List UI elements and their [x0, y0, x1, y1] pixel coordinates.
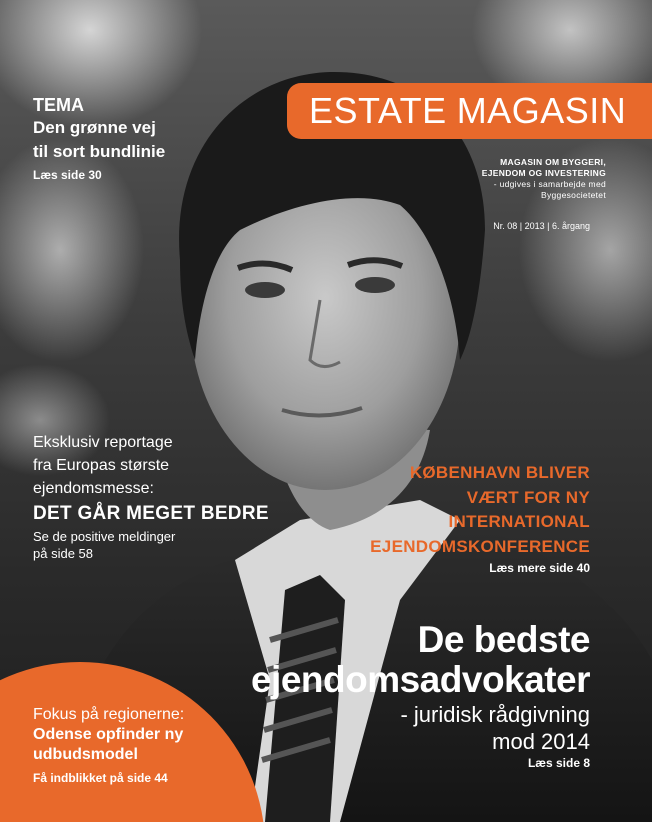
lead-sub-1: - juridisk rådgivning	[400, 702, 590, 727]
lead-story	[251, 620, 590, 770]
exklusiv-sub-1: Se de positive meldinger	[33, 529, 176, 544]
lead-sub-2: mod 2014	[492, 729, 590, 754]
exklusiv-sub-2: på side 58	[33, 546, 93, 561]
kobenhavn-read: Læs mere side 40	[489, 561, 590, 575]
tagline	[482, 157, 606, 201]
exklusiv-line-1: Eksklusiv reportage	[33, 434, 173, 451]
kobenhavn-line-3: INTERNATIONAL	[448, 512, 590, 531]
tema-kicker: TEMA	[33, 95, 84, 115]
lead-headline-2: ejendomsadvokater	[250, 659, 590, 700]
kobenhavn-line-2: VÆRT FOR NY	[466, 487, 590, 507]
kobenhavn-line-4: EJENDOMSKONFERENCE	[370, 536, 590, 556]
tagline-line-3: - udgives i samarbejde med	[493, 179, 606, 189]
fokus-headline-1: Odense opfinder ny	[33, 726, 184, 743]
fokus-read: Få indblikket på side 44	[33, 771, 168, 785]
kobenhavn-teaser	[370, 461, 590, 575]
exklusiv-line-3: ejendomsmesse:	[33, 480, 154, 497]
tema-read: Læs side 30	[33, 168, 102, 182]
exklusiv-teaser	[33, 431, 269, 562]
exklusiv-line-2: fra Europas største	[33, 457, 170, 474]
tema-title-2: til sort bundlinie	[33, 142, 166, 161]
tema-title-1: Den grønne vej	[33, 118, 156, 137]
masthead	[287, 83, 652, 139]
lead-read: Læs side 8	[527, 756, 590, 770]
masthead-magasin: MAGASIN	[456, 90, 627, 131]
masthead-estate: ESTATE	[309, 90, 447, 131]
fokus-headline-2: udbudsmodel	[33, 746, 138, 763]
tagline-line-2: EJENDOM OG INVESTERING	[481, 168, 606, 178]
fokus-line-1: Fokus på regionerne:	[33, 706, 185, 723]
tagline-line-4: Byggesocietetet	[541, 190, 606, 200]
lead-headline-1: De bedste	[417, 619, 590, 660]
issue-number: Nr. 08 | 2013 | 6. årgang	[493, 221, 590, 231]
kobenhavn-line-1: KØBENHAVN BLIVER	[409, 463, 590, 482]
tema-teaser	[33, 94, 165, 182]
tagline-line-1: MAGASIN OM BYGGERI,	[500, 157, 606, 167]
exklusiv-headline: DET GÅR MEGET BEDRE	[33, 503, 269, 524]
fokus-teaser	[33, 705, 184, 785]
